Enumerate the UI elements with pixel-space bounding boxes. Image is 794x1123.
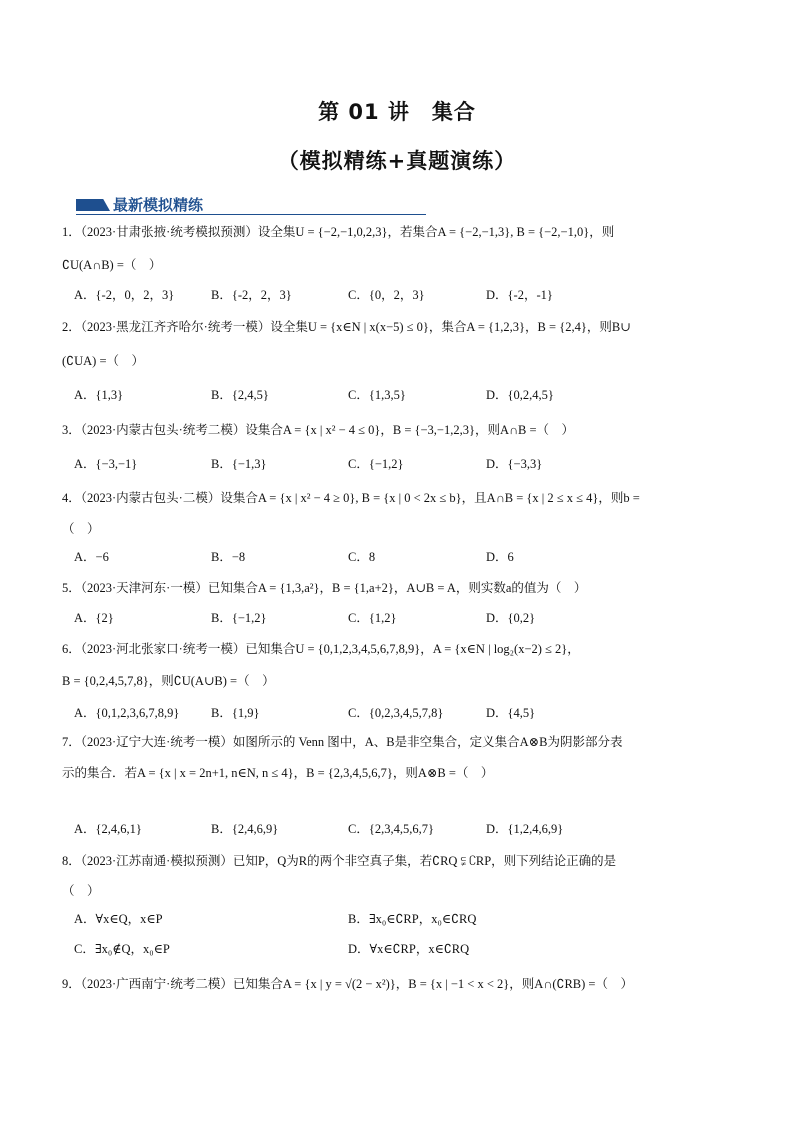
question-3-option-b[interactable]: B．{−1,3} bbox=[211, 457, 267, 471]
question-3-option-d[interactable]: D．{−3,3} bbox=[486, 457, 543, 471]
question-6-option-a[interactable]: A．{0,1,2,3,6,7,8,9} bbox=[74, 706, 180, 720]
question-5-option-b[interactable]: B．{−1,2} bbox=[211, 611, 267, 625]
question-6-option-d[interactable]: D．{4,5} bbox=[486, 706, 536, 720]
section-divider bbox=[76, 214, 426, 215]
question-1-option-b[interactable]: B．{-2，2，3} bbox=[211, 288, 292, 302]
question-7-line-1: 7．（2023·辽宁大连·统考一模）如图所示的 Venn 图中，A、B是非空集合，定义集合A⊗B为阴影部分表 bbox=[62, 735, 623, 749]
question-7-line-2: 示的集合．若A = {x | x = 2n+1, n∈N, n ≤ 4}，B = {2,3,4,5,6,7}，则A⊗B =（ ） bbox=[62, 766, 494, 780]
section-header bbox=[76, 196, 426, 216]
section-bar-decoration bbox=[76, 199, 110, 211]
question-2-option-a[interactable]: A．{1,3} bbox=[74, 388, 124, 402]
page-subtitle: （模拟精练+真题演练） bbox=[277, 149, 517, 173]
question-7-option-c[interactable]: C．{2,3,4,5,6,7} bbox=[348, 822, 434, 836]
question-6-option-c[interactable]: C．{0,2,3,4,5,7,8} bbox=[348, 706, 444, 720]
question-8-line-1: 8．（2023·江苏南通·模拟预测）已知P，Q为R的两个非空真子集，若∁RQ ⫋ ∁RP，则下列结论正确的是 bbox=[62, 854, 617, 868]
question-5-line-1: 5．（2023·天津河东·一模）已知集合A = {1,3,a²}，B = {1,a+2}，A∪B = A，则实数a的值为（ ） bbox=[62, 581, 587, 595]
question-7-option-b[interactable]: B．{2,4,6,9} bbox=[211, 822, 279, 836]
question-8-option-c[interactable]: C．∃x₀∉Q，x₀∈P bbox=[74, 942, 170, 956]
question-7-option-d[interactable]: D．{1,2,4,6,9} bbox=[486, 822, 564, 836]
question-2-option-b[interactable]: B．{2,4,5} bbox=[211, 388, 269, 402]
question-4-option-a[interactable]: A．−6 bbox=[74, 550, 109, 564]
question-3-option-c[interactable]: C．{−1,2} bbox=[348, 457, 404, 471]
question-5-option-a[interactable]: A．{2} bbox=[74, 611, 114, 625]
question-2-line-1: 2．（2023·黑龙江齐齐哈尔·统考一模）设全集U = {x∈N | x(x−5) ≤ 0}，集合A = {1,2,3}，B = {2,4}，则B∪ bbox=[62, 320, 631, 334]
question-1-option-c[interactable]: C．{0，2，3} bbox=[348, 288, 425, 302]
question-6-option-b[interactable]: B．{1,9} bbox=[211, 706, 260, 720]
question-2-option-d[interactable]: D．{0,2,4,5} bbox=[486, 388, 554, 402]
section-label: 最新模拟精练 bbox=[113, 196, 204, 214]
question-2-line-2: (∁UA) =（ ） bbox=[62, 354, 145, 368]
question-3-option-a[interactable]: A．{−3,−1} bbox=[74, 457, 138, 471]
question-4-line-1: 4．（2023·内蒙古包头·二模）设集合A = {x | x² − 4 ≥ 0}, B = {x | 0 < 2x ≤ b}，且A∩B = {x | 2 ≤ x ≤ 4}，则b = bbox=[62, 491, 640, 505]
question-2-option-c[interactable]: C．{1,3,5} bbox=[348, 388, 406, 402]
question-6-line-1: 6．（2023·河北张家口·统考一模）已知集合U = {0,1,2,3,4,5,6,7,8,9}，A = {x∈N | log₂(x−2) ≤ 2}， bbox=[62, 642, 580, 656]
question-4-option-d[interactable]: D．6 bbox=[486, 550, 514, 564]
question-8-option-d[interactable]: D．∀x∈∁RP，x∈∁RQ bbox=[348, 942, 470, 956]
question-4-line-2: （ ） bbox=[62, 522, 100, 536]
question-1-line-2: ∁U(A∩B) =（ ） bbox=[62, 258, 162, 272]
question-8-line-2: （ ） bbox=[62, 884, 100, 898]
question-5-option-d[interactable]: D．{0,2} bbox=[486, 611, 536, 625]
question-4-option-c[interactable]: C．8 bbox=[348, 550, 376, 564]
question-5-option-c[interactable]: C．{1,2} bbox=[348, 611, 397, 625]
question-8-option-b[interactable]: B．∃x₀∈∁RP，x₀∈∁RQ bbox=[348, 912, 477, 926]
question-1-option-d[interactable]: D．{-2，-1} bbox=[486, 288, 553, 302]
question-1-option-a[interactable]: A．{-2，0，2，3} bbox=[74, 288, 175, 302]
question-3-line-1: 3．（2023·内蒙古包头·统考二模）设集合A = {x | x² − 4 ≤ 0}，B = {−3,−1,2,3}，则A∩B =（ ） bbox=[62, 423, 575, 437]
page-title: 第 01 讲 集合 bbox=[318, 100, 476, 124]
question-4-option-b[interactable]: B．−8 bbox=[211, 550, 246, 564]
question-1-line-1: 1．（2023·甘肃张掖·统考模拟预测）设全集U = {−2,−1,0,2,3}，若集合A = {−2,−1,3}, B = {−2,−1,0}，则 bbox=[62, 225, 615, 239]
question-9-line-1: 9．（2023·广西南宁·统考二模）已知集合A = {x | y = √(2 − x²)}，B = {x | −1 < x < 2}，则A∩(∁RB) =（ ） bbox=[62, 977, 633, 991]
question-7-option-a[interactable]: A．{2,4,6,1} bbox=[74, 822, 142, 836]
question-8-option-a[interactable]: A．∀x∈Q，x∈P bbox=[74, 912, 163, 926]
question-6-line-2: B = {0,2,4,5,7,8}，则∁U(A∪B) =（ ） bbox=[62, 674, 275, 688]
